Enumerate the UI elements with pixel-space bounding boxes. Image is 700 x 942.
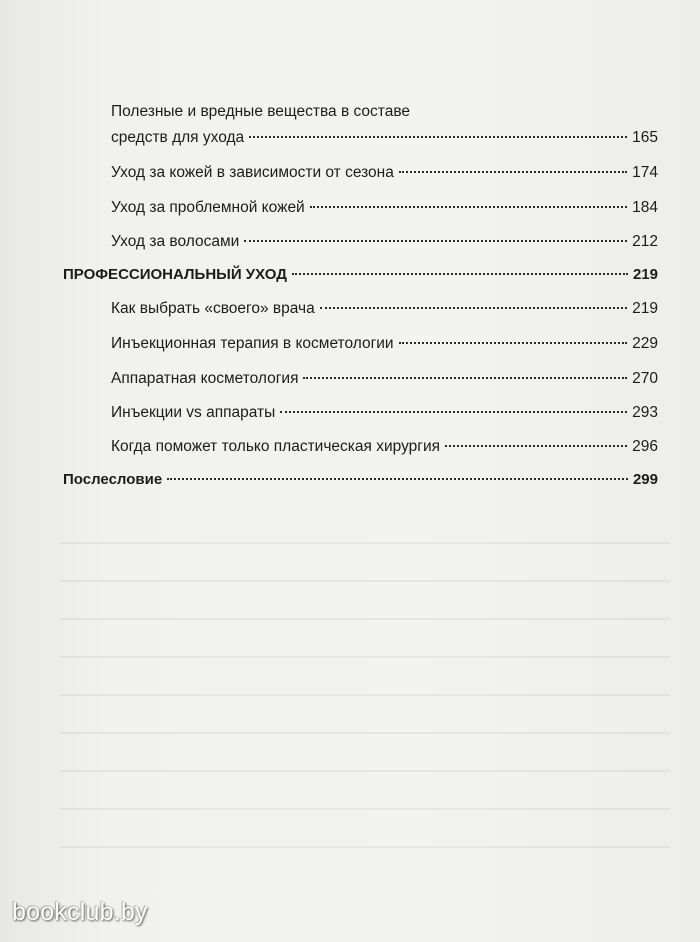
toc-entry-title: Уход за кожей в зависимости от сезона [111, 164, 394, 181]
toc-entry-title: Когда поможет только пластическая хирургия [111, 438, 440, 455]
toc-page-number: 174 [632, 164, 658, 181]
toc-entry [111, 198, 658, 218]
dot-leader [249, 136, 627, 138]
dot-leader [445, 445, 627, 447]
toc-page-number: 296 [632, 438, 658, 455]
dot-leader [303, 377, 627, 379]
dot-leader [292, 273, 628, 275]
toc-entry [111, 299, 658, 319]
toc-section [63, 470, 658, 490]
toc-entry [111, 128, 658, 148]
dot-leader [310, 206, 627, 208]
dot-leader [399, 342, 628, 344]
toc-page-number: 219 [632, 300, 658, 317]
toc-page-number: 212 [632, 233, 658, 250]
toc-entry [111, 403, 658, 423]
dot-leader [244, 240, 627, 242]
toc-entry-title: Инъекции vs аппараты [111, 404, 276, 421]
toc-entry [111, 437, 658, 457]
toc-entry-title: Уход за проблемной кожей [111, 199, 305, 216]
toc-entry-title: средств для ухода [111, 129, 245, 146]
toc-entry-title: Уход за волосами [111, 233, 240, 250]
dot-leader [167, 478, 628, 480]
toc-entry-title-continued: Полезные и вредные вещества в составе [111, 103, 411, 120]
toc-entry-title: Как выбрать «своего» врача [111, 300, 315, 317]
dot-leader [280, 411, 627, 413]
dot-leader [320, 307, 627, 309]
toc-section-title: Послесловие [63, 471, 163, 488]
toc-entry [111, 232, 658, 252]
toc-page-number: 293 [632, 404, 658, 421]
toc-section [63, 265, 658, 285]
toc-page-number: 270 [632, 370, 658, 387]
watermark: bookclub.by [12, 898, 148, 926]
toc-page-number: 165 [632, 129, 658, 146]
toc-page-number: 219 [632, 266, 658, 283]
toc-section-title: ПРОФЕССИОНАЛЬНЫЙ УХОД [63, 266, 287, 283]
toc-entry-title: Аппаратная косметология [111, 370, 299, 387]
toc-entry [111, 369, 658, 389]
toc-entry [111, 334, 658, 354]
toc-entry [111, 163, 658, 183]
dot-leader [399, 171, 627, 173]
toc-page-number: 184 [632, 199, 658, 216]
toc-entry-title: Инъекционная терапия в косметологии [111, 335, 394, 352]
toc-page-number: 229 [632, 335, 658, 352]
toc-page-number: 299 [632, 471, 658, 488]
